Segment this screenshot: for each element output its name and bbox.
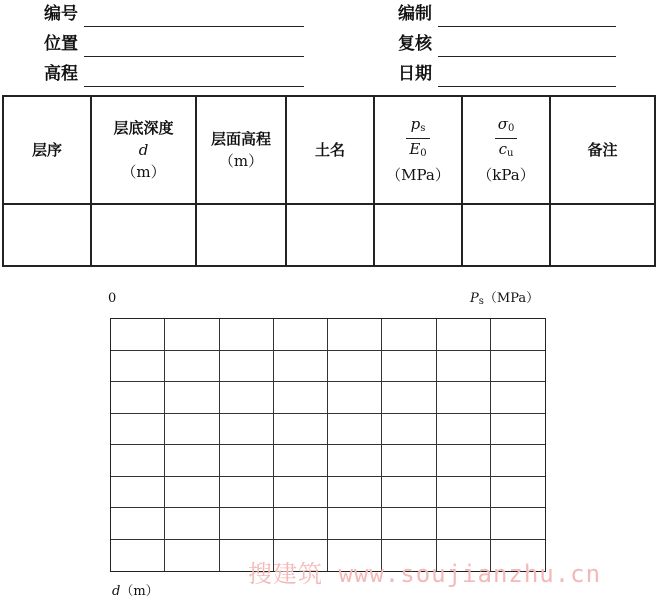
grid-cell <box>111 477 165 509</box>
grid-cell <box>165 319 219 351</box>
grid-cell <box>274 445 328 477</box>
col-ps-e0 <box>374 96 462 204</box>
sigma0-symbol: σ <box>497 114 508 133</box>
grid-cell <box>274 319 328 351</box>
field-number <box>44 3 304 27</box>
col-ps-e0-unit: （MPa） <box>386 165 450 184</box>
table-cell[interactable] <box>286 204 374 266</box>
col-sigma0-cu-unit: （kPa） <box>477 165 535 184</box>
grid-cell <box>220 477 274 509</box>
field-compiler-label: 编制 <box>398 4 432 24</box>
ps-axis-symbol: P <box>470 291 479 306</box>
grid-cell <box>220 319 274 351</box>
table-cell[interactable] <box>196 204 286 266</box>
grid-cell <box>220 351 274 383</box>
col-bottom-depth-unit: （m） <box>121 163 166 181</box>
grid-cell <box>165 414 219 446</box>
ps-axis-subscript: s <box>478 296 484 307</box>
table-cell[interactable] <box>374 204 462 266</box>
grid-cell <box>491 414 545 446</box>
grid-cell <box>111 319 165 351</box>
col-remarks <box>550 96 655 204</box>
field-number-line[interactable] <box>84 26 304 27</box>
col-sigma0-cu <box>462 96 550 204</box>
table-cell[interactable] <box>3 204 91 266</box>
grid-cell <box>328 508 382 540</box>
layer-table <box>2 95 656 267</box>
field-date-label: 日期 <box>398 64 432 84</box>
grid-cell <box>382 414 436 446</box>
ps-subscript: s <box>420 122 426 134</box>
grid-cell <box>220 414 274 446</box>
grid-cell <box>437 445 491 477</box>
field-reviewer <box>398 33 616 57</box>
grid-cell <box>491 445 545 477</box>
col-bottom-depth-label: 层底深度 <box>113 119 174 137</box>
grid-cell <box>437 508 491 540</box>
grid-cell <box>328 319 382 351</box>
grid-cell <box>274 351 328 383</box>
cu-symbol: c <box>498 139 507 158</box>
sigma0-cu-fraction <box>495 115 518 164</box>
col-layer-order <box>3 96 91 204</box>
field-date-line[interactable] <box>438 86 616 87</box>
ps-axis-unit: （MPa） <box>483 291 540 306</box>
table-header-row <box>3 96 655 204</box>
grid-cell <box>274 477 328 509</box>
plot-x-axis-label <box>470 291 539 310</box>
grid-cell <box>382 382 436 414</box>
grid-cell <box>111 508 165 540</box>
grid-cell <box>382 351 436 383</box>
grid-cell <box>437 477 491 509</box>
grid-cell <box>111 351 165 383</box>
ps-e0-fraction <box>406 115 429 164</box>
col-remarks-label: 备注 <box>587 141 618 159</box>
grid-cell <box>111 382 165 414</box>
d-axis-unit: （m） <box>120 584 159 599</box>
plot-grid[interactable] <box>110 318 546 572</box>
col-bottom-depth <box>91 96 196 204</box>
grid-cell <box>274 414 328 446</box>
grid-cell <box>165 445 219 477</box>
table-cell[interactable] <box>462 204 550 266</box>
d-axis-symbol: d <box>112 584 121 599</box>
col-layer-order-label: 层序 <box>31 141 62 159</box>
grid-cell <box>220 382 274 414</box>
field-compiler <box>398 3 616 27</box>
grid-cell <box>165 382 219 414</box>
grid-cell <box>328 414 382 446</box>
cu-subscript: u <box>506 147 514 159</box>
field-date <box>398 63 616 87</box>
col-top-elevation-unit: （m） <box>218 152 264 170</box>
grid-cell <box>491 382 545 414</box>
grid-cell <box>491 319 545 351</box>
field-elevation-label: 高程 <box>44 64 78 84</box>
col-top-elevation <box>196 96 286 204</box>
field-elevation <box>44 63 304 87</box>
grid-cell <box>165 477 219 509</box>
table-cell[interactable] <box>91 204 196 266</box>
grid-cell <box>382 445 436 477</box>
grid-cell <box>220 508 274 540</box>
field-location-label: 位置 <box>44 34 78 54</box>
grid-cell <box>491 351 545 383</box>
plot-origin-label: 0 <box>108 291 117 306</box>
grid-cell <box>111 445 165 477</box>
field-location <box>44 33 304 57</box>
grid-cell <box>274 508 328 540</box>
grid-cell <box>437 414 491 446</box>
grid-cell <box>437 351 491 383</box>
grid-cell <box>111 540 165 572</box>
grid-cell <box>382 319 436 351</box>
e0-symbol: E <box>409 139 421 158</box>
plot-y-axis-label <box>112 584 159 600</box>
grid-cell <box>165 351 219 383</box>
field-number-label: 编号 <box>44 4 78 24</box>
grid-cell <box>111 414 165 446</box>
col-top-elevation-label: 层面高程 <box>210 130 271 148</box>
field-elevation-line[interactable] <box>84 86 304 87</box>
grid-cell <box>274 382 328 414</box>
grid-cell <box>165 508 219 540</box>
grid-cell <box>437 319 491 351</box>
grid-cell <box>437 382 491 414</box>
field-location-line[interactable] <box>84 56 304 57</box>
field-reviewer-line[interactable] <box>438 56 616 57</box>
grid-cell <box>382 508 436 540</box>
col-soil-name <box>286 96 374 204</box>
grid-cell <box>382 477 436 509</box>
grid-cell <box>491 477 545 509</box>
ps-symbol: p <box>410 114 421 133</box>
grid-cell <box>328 351 382 383</box>
grid-cell <box>491 508 545 540</box>
table-row <box>3 204 655 266</box>
grid-cell <box>328 382 382 414</box>
col-bottom-depth-symbol: d <box>138 141 149 159</box>
grid-cell <box>220 445 274 477</box>
watermark: 搜建筑 www.soujianzhu.cn <box>248 560 602 588</box>
grid-cell <box>165 540 219 572</box>
grid-cell <box>328 477 382 509</box>
e0-subscript: 0 <box>420 147 427 159</box>
field-reviewer-label: 复核 <box>398 34 432 54</box>
col-soil-name-label: 土名 <box>314 141 345 159</box>
field-compiler-line[interactable] <box>438 26 616 27</box>
sigma0-subscript: 0 <box>507 122 515 134</box>
grid-cell <box>328 445 382 477</box>
table-cell[interactable] <box>550 204 655 266</box>
